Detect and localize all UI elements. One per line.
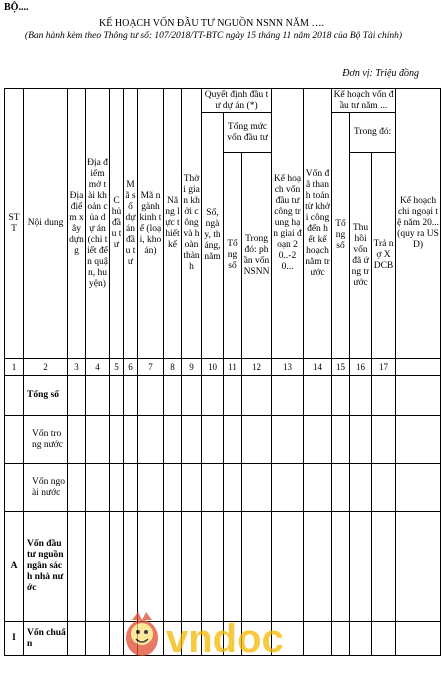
col-num: 5 xyxy=(110,359,124,376)
row-label: Vốn ngoài nước xyxy=(24,464,68,512)
header-dia-diem-mo-tai-khoan: Địa điểm mở tài khoản của dự án (chi tiết đến quận, huyện) xyxy=(86,89,110,359)
row-stt xyxy=(5,376,24,416)
row-label: Vốn chuẩn xyxy=(24,622,68,656)
table-row xyxy=(5,416,441,464)
col-num: 10 xyxy=(202,359,224,376)
header-trong-do-nsnn: Trong đó: phần vốn NSNN xyxy=(242,153,272,359)
header-ke-hoach-nam: Kế hoạch vốn đầu tư năm ... xyxy=(332,89,396,113)
table-row xyxy=(5,376,441,416)
col-num: 1 xyxy=(5,359,24,376)
header-dia-diem-xay-dung: Địa điểm xây dựng xyxy=(68,89,86,359)
row-label: Vốn trong nước xyxy=(24,416,68,464)
header-ke-hoach-ngoai-te: Kế hoạch chi ngoại tệ năm 20... (quy ra USD) xyxy=(396,89,441,359)
col-num: 13 xyxy=(272,359,304,376)
header-stt: STT xyxy=(5,89,24,359)
col-num: 15 xyxy=(332,359,350,376)
header-tra-no-xdcb: Trả nợ XDCB xyxy=(372,153,396,359)
budget-plan-table xyxy=(4,88,441,656)
document-subtitle: (Ban hành kèm theo Thông tư số: 107/2018/TT-BTC ngày 15 tháng 11 năm 2018 của Bộ Tài chính) xyxy=(24,31,403,41)
table-row xyxy=(5,464,441,512)
col-num: 2 xyxy=(24,359,68,376)
header-noi-dung: Nội dung xyxy=(24,89,68,359)
col-num: 7 xyxy=(138,359,164,376)
header-kh-tong-so: Tổng số xyxy=(332,113,350,359)
header-chu-dau-tu: Chủ đầu tư xyxy=(110,89,124,359)
col-num: 11 xyxy=(224,359,242,376)
col-num: 14 xyxy=(304,359,332,376)
header-ma-nganh-kinh-te: Mã ngành kinh tế (loại, khoản) xyxy=(138,89,164,359)
col-num: 8 xyxy=(164,359,182,376)
header-nang-luc-thiet-ke: Năng lực thiết kế xyxy=(164,89,182,359)
row-stt: I xyxy=(5,622,24,656)
col-num-empty xyxy=(396,359,441,376)
col-num: 4 xyxy=(86,359,110,376)
header-ke-hoach-trung-han: Kế hoạch vốn đầu tư công trung hạn giai đoạn 20..-20... xyxy=(272,89,304,359)
col-num: 16 xyxy=(350,359,372,376)
header-so-ngay-thang-nam: Số, ngày, tháng, năm xyxy=(202,113,224,359)
document-label: BỘ.... xyxy=(4,2,29,13)
document-title: KẾ HOẠCH VỐN ĐẦU TƯ NGUỒN NSNN NĂM …. xyxy=(99,18,324,29)
col-num: 3 xyxy=(68,359,86,376)
col-num: 6 xyxy=(124,359,138,376)
col-num: 17 xyxy=(372,359,396,376)
row-stt: A xyxy=(5,512,24,622)
header-tong-muc-von: Tổng mức vốn đầu tư xyxy=(224,113,272,153)
header-von-da-thanh-toan: Vốn đã thanh toán từ khởi công đến hết kế hoạch năm trước xyxy=(304,89,332,359)
header-quyet-dinh-dau-tu: Quyết định đầu tư dự án (*) xyxy=(202,89,272,113)
header-tm-tong-so: Tổng số xyxy=(224,153,242,359)
row-stt xyxy=(5,464,24,512)
vndoc-watermark-logo xyxy=(118,608,318,664)
header-thoi-gian: Thời gian khởi công và hoàn thành xyxy=(182,89,202,359)
mascot-icon xyxy=(126,612,158,656)
column-number-row xyxy=(5,359,441,376)
header-ma-so-du-an: Mã số dự án đầu tư xyxy=(124,89,138,359)
header-thu-hoi-von: Thu hồi vốn đã ứng trước xyxy=(350,153,372,359)
row-stt xyxy=(5,416,24,464)
col-num: 9 xyxy=(182,359,202,376)
unit-label: Đơn vị: Triệu đồng xyxy=(342,68,419,79)
col-num: 12 xyxy=(242,359,272,376)
table-row xyxy=(5,512,441,622)
row-label: Tổng số xyxy=(24,376,68,416)
watermark-text: vndoc xyxy=(166,617,284,661)
header-trong-do: Trong đó: xyxy=(350,113,396,153)
row-label: Vốn đầu tư nguồn ngân sách nhà nước xyxy=(24,512,68,622)
